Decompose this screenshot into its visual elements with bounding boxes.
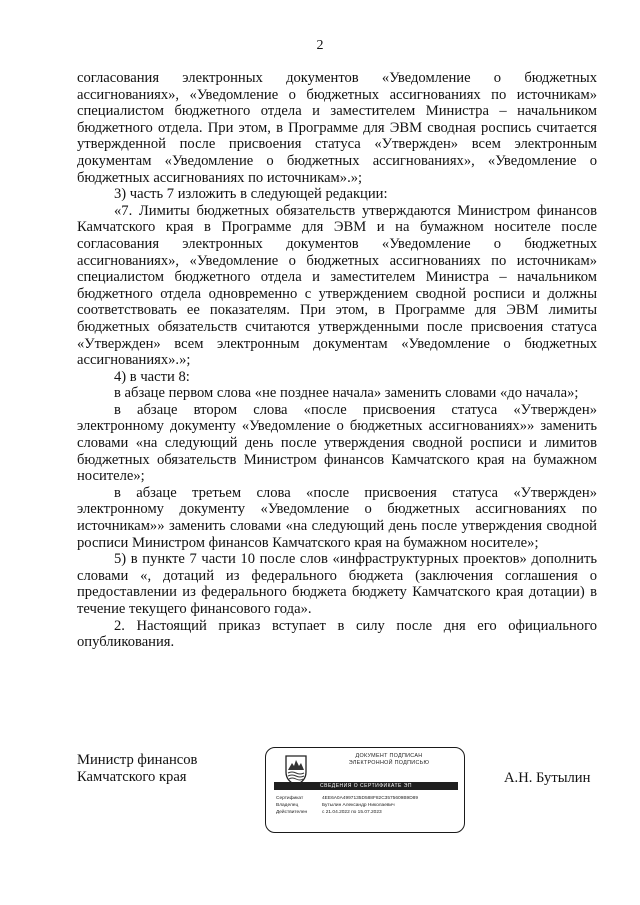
page-number: 2: [316, 38, 324, 53]
stamp-row: [276, 802, 460, 809]
signer-name: А.Н. Бутылин: [504, 770, 591, 786]
stamp-certificate-header: СВЕДЕНИЯ О СЕРТИФИКАТЕ ЭП: [274, 782, 458, 790]
paragraph: 2. Настоящий приказ вступает в силу после дня его официального опубликования.: [77, 617, 597, 651]
stamp-certificate-details: [276, 795, 460, 816]
stamp-row-value: Бутылин Александр Николаевич: [322, 803, 395, 808]
stamp-row-label: Владелец: [276, 803, 299, 808]
paragraph: 5) в пункте 7 части 10 после слов «инфраструктурных проектов» дополнить словами «, дотаций из федерального бюджета (заключения соглашения о предоставлении из федерального бюджета бюджету Камчатского края дотации) в течение текущего финансового года».: [77, 551, 597, 617]
stamp-row-label: Действителен: [276, 810, 308, 815]
document-body: [77, 70, 597, 651]
paragraph: в абзаце первом слова «не позднее начала» заменить словами «до начала»;: [114, 385, 579, 402]
electronic-signature-stamp: [265, 747, 465, 833]
paragraph: в абзаце втором слова «после присвоения статуса «Утвержден» электронному документу «Уведомление о бюджетных ассигнованиях»» заменить словами «на следующий день после утверждения сводной росписи и лимитов бюджетных обязательств Министром финансов Камчатского края на бумажном носителе»;: [77, 401, 597, 485]
stamp-title: [316, 753, 462, 767]
stamp-row: [276, 809, 460, 816]
stamp-row-value: с 21.04.2022 по 15.07.2023: [322, 810, 382, 815]
stamp-title-line: ЭЛЕКТРОННОЙ ПОДПИСЬЮ: [348, 760, 430, 766]
paragraph: в абзаце третьем слова «после присвоения статуса «Утвержден» электронному документу «Уведомление о бюджетных ассигнованиях по источникам»» заменить словами «на следующий день после утверждения сводной росписи Министром финансов Камчатского края на бумажном носителе»;: [77, 484, 597, 551]
signer-position: [77, 752, 197, 786]
stamp-row-label: Сертификат: [276, 796, 304, 801]
stamp-row-value: 4EE6A0A4997135D588F82C3575609B9D89: [322, 796, 419, 801]
signer-position-line: Министр финансов: [77, 752, 198, 768]
paragraph: согласования электронных документов «Уведомление о бюджетных ассигнованиях», «Уведомление о бюджетных ассигнованиях по источникам» специалистом бюджетного отдела и заместителем Министра – начальником бюджетного отдела. При этом, в Программе для ЭВМ сводная роспись считается утвержденной после присвоения статуса «Утвержден» всем электронным документам «Уведомление о бюджетных ассигнованиях», «Уведомление о бюджетных ассигнованиях по источникам».»;: [77, 70, 597, 186]
paragraph: 3) часть 7 изложить в следующей редакции:: [114, 186, 388, 203]
paragraph: «7. Лимиты бюджетных обязательств утверждаются Министром финансов Камчатского края в Программе для ЭВМ и на бумажном носителе после согласования электронных документов «Уведомление о бюджетных ассигнованиях», «Уведомление о бюджетных ассигнованиях по источникам» специалистом бюджетного отдела и заместителем Министра – начальником бюджетного отдела одновременно с утверждением сводной росписи и должны соответствовать ее показателям. При этом, в Программе для ЭВМ лимиты бюджетных обязательств считаются утвержденными после присвоения статуса «Утвержден» всем электронным документам «Уведомление о бюджетных ассигнованиях».»;: [77, 202, 597, 369]
signer-position-line: Камчатского края: [77, 769, 187, 785]
paragraph: 4) в части 8:: [114, 368, 190, 385]
stamp-title-line: ДОКУМЕНТ ПОДПИСАН: [355, 753, 423, 759]
stamp-row: [276, 795, 460, 802]
